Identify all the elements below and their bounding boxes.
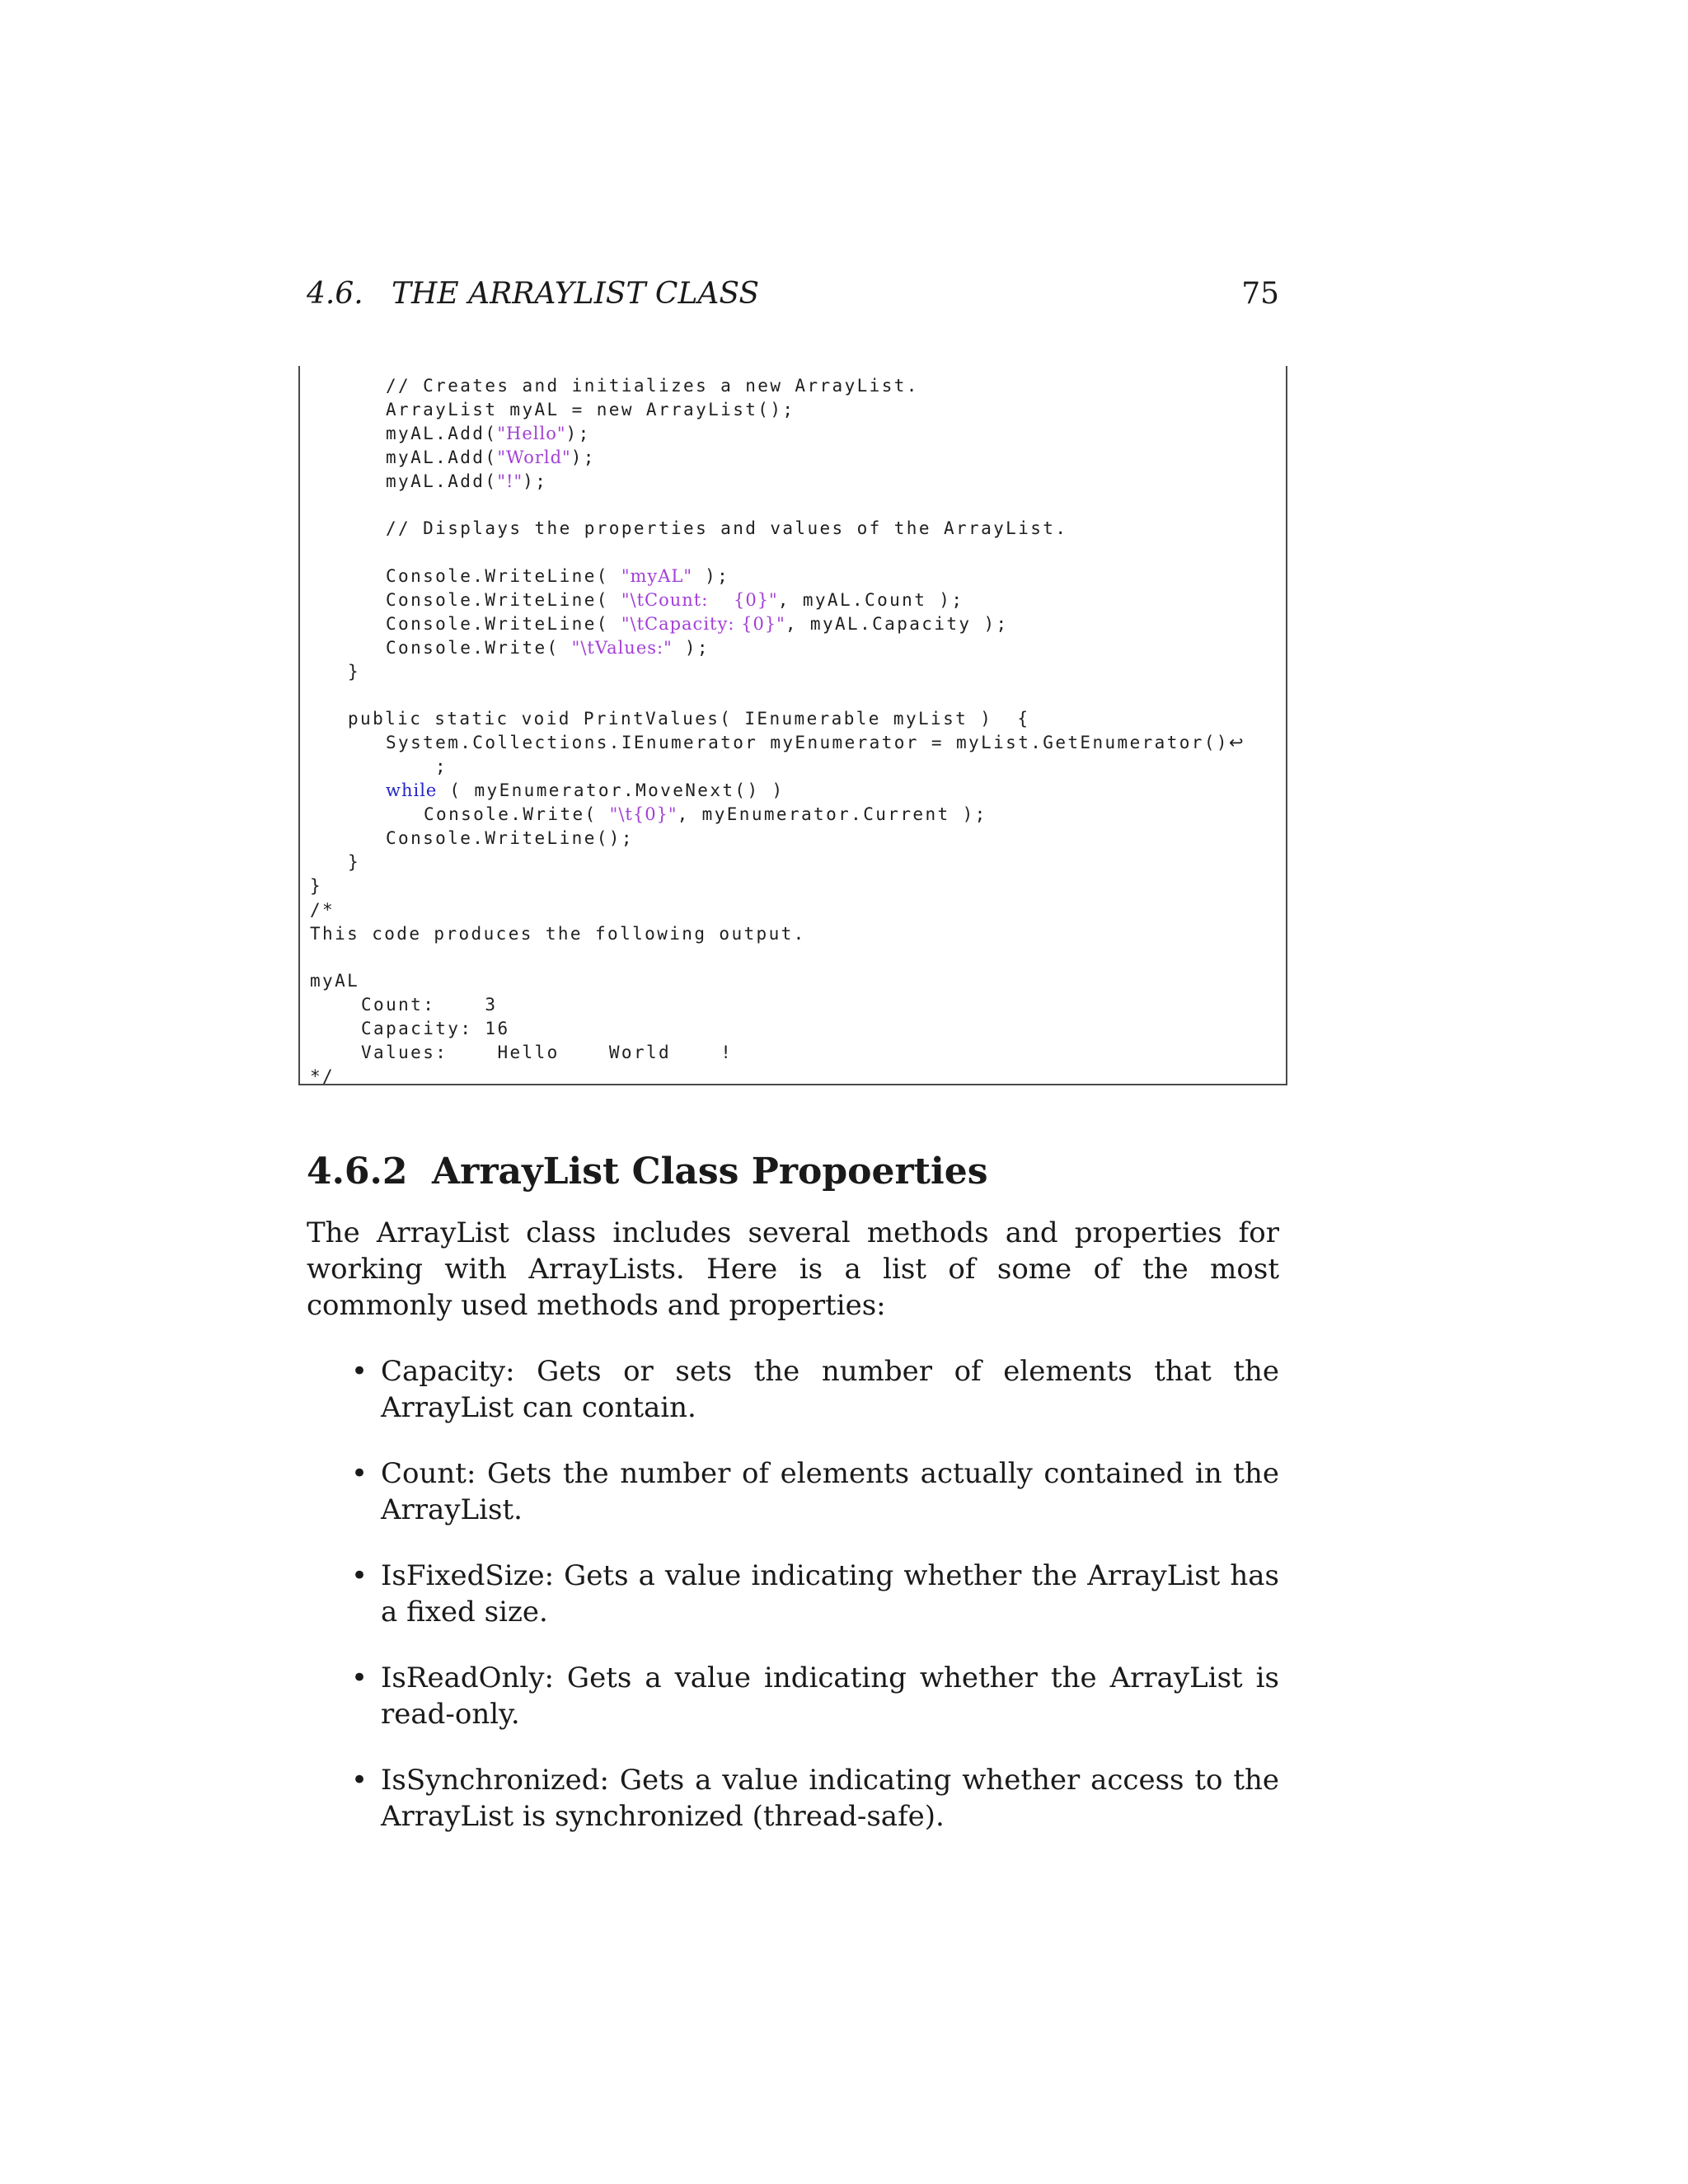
code-token: ); xyxy=(570,448,596,467)
list-item xyxy=(307,1762,1279,1835)
list-item-text: Capacity: Gets or sets the number of elements that the ArrayList can contain. xyxy=(381,1355,1279,1424)
code-string-literal: "World" xyxy=(497,448,571,467)
output-line: myAL xyxy=(310,971,360,991)
code-token: Console.WriteLine( xyxy=(386,614,621,634)
list-item-text: Count: Gets the number of elements actually contained in the ArrayList. xyxy=(381,1457,1279,1526)
code-line: ArrayList myAL = new ArrayList(); xyxy=(386,400,795,419)
code-string-literal: "!" xyxy=(497,471,523,491)
list-item-text: IsSynchronized: Gets a value indicating whether access to the ArrayList is synchronized (thread-safe). xyxy=(381,1764,1279,1833)
code-token: Console.Write( xyxy=(386,638,572,658)
code-line xyxy=(386,446,596,470)
code-token: Console.WriteLine( xyxy=(386,566,621,586)
code-method-signature: public static void PrintValues( IEnumerable myList ) { xyxy=(348,709,1030,729)
output-line: Count: 3 xyxy=(361,995,498,1015)
bullet-icon: • xyxy=(351,1355,368,1388)
list-item xyxy=(307,1660,1279,1732)
code-brace: } xyxy=(310,876,323,896)
list-item-text: IsFixedSize: Gets a value indicating whether the ArrayList has a fixed size. xyxy=(381,1559,1279,1629)
code-line xyxy=(386,779,785,803)
running-head xyxy=(307,277,1279,318)
code-listing xyxy=(298,366,1287,1085)
bullet-icon: • xyxy=(351,1559,368,1592)
code-line xyxy=(386,636,710,660)
code-comment: // Displays the properties and values of the ArrayList. xyxy=(386,518,1068,538)
code-token: , myEnumerator.Current ); xyxy=(677,804,987,824)
code-line xyxy=(386,731,1244,755)
code-token: myAL.Add( xyxy=(386,424,498,443)
code-line xyxy=(386,612,1009,636)
code-line xyxy=(386,422,591,446)
code-string-literal: "Hello" xyxy=(497,424,566,443)
list-item-text: IsReadOnly: Gets a value indicating whether the ArrayList is read-only. xyxy=(381,1661,1279,1731)
code-line xyxy=(424,803,987,827)
code-keyword: while xyxy=(386,780,438,800)
code-line xyxy=(386,470,547,494)
section-heading xyxy=(307,1151,987,1193)
code-string-literal: "\tCapacity: {0}" xyxy=(621,614,785,634)
code-token: ); xyxy=(672,638,710,658)
code-comment: /* xyxy=(310,900,335,920)
code-token: myAL.Add( xyxy=(386,448,498,467)
code-line xyxy=(386,565,729,588)
code-string-literal: "myAL" xyxy=(621,566,693,586)
code-line-continuation: ; xyxy=(435,757,448,776)
page-number: 75 xyxy=(1241,277,1279,311)
output-line: Capacity: 16 xyxy=(361,1019,510,1038)
code-token: myAL.Add( xyxy=(386,471,498,491)
code-token: ); xyxy=(692,566,730,586)
chapter-title: 4.6. THE ARRAYLIST CLASS xyxy=(307,277,760,311)
code-brace: } xyxy=(348,852,361,872)
code-line xyxy=(386,588,964,612)
list-item xyxy=(307,1455,1279,1528)
bullet-icon: • xyxy=(351,1764,368,1797)
code-token: Console.WriteLine( xyxy=(386,590,621,610)
section-intro: The ArrayList class includes several methods and properties for working with ArrayLists. Here is a list of some of the most commonly used methods and properties: xyxy=(307,1216,1279,1322)
section-title: ArrayList Class Propoerties xyxy=(432,1151,988,1193)
code-token: , myAL.Capacity ); xyxy=(785,614,1009,634)
property-list xyxy=(307,1353,1279,1864)
code-comment: This code produces the following output. xyxy=(310,924,806,944)
code-string-literal: "\tValues:" xyxy=(571,638,673,658)
code-string-literal: "\tCount: {0}" xyxy=(621,590,778,610)
bullet-icon: • xyxy=(351,1661,368,1694)
code-token: ); xyxy=(565,424,591,443)
code-token: System.Collections.IEnumerator myEnumerator = myList.GetEnumerator() xyxy=(386,733,1229,752)
bullet-icon: • xyxy=(351,1457,368,1490)
line-continuation-icon: ↩ xyxy=(1228,733,1244,752)
code-string-literal: "\t{0}" xyxy=(609,804,678,824)
code-token: ); xyxy=(523,471,548,491)
code-brace: } xyxy=(348,662,361,682)
list-item xyxy=(307,1353,1279,1426)
code-line: Console.WriteLine(); xyxy=(386,828,634,848)
code-token: ( myEnumerator.MoveNext() ) xyxy=(437,780,785,800)
output-line: Values: Hello World ! xyxy=(361,1043,734,1062)
code-comment: // Creates and initializes a new ArrayList. xyxy=(386,376,919,396)
list-item xyxy=(307,1558,1279,1630)
code-comment: */ xyxy=(310,1066,335,1086)
section-number: 4.6.2 xyxy=(307,1151,408,1193)
code-token: Console.Write( xyxy=(424,804,610,824)
code-token: , myAL.Count ); xyxy=(777,590,964,610)
